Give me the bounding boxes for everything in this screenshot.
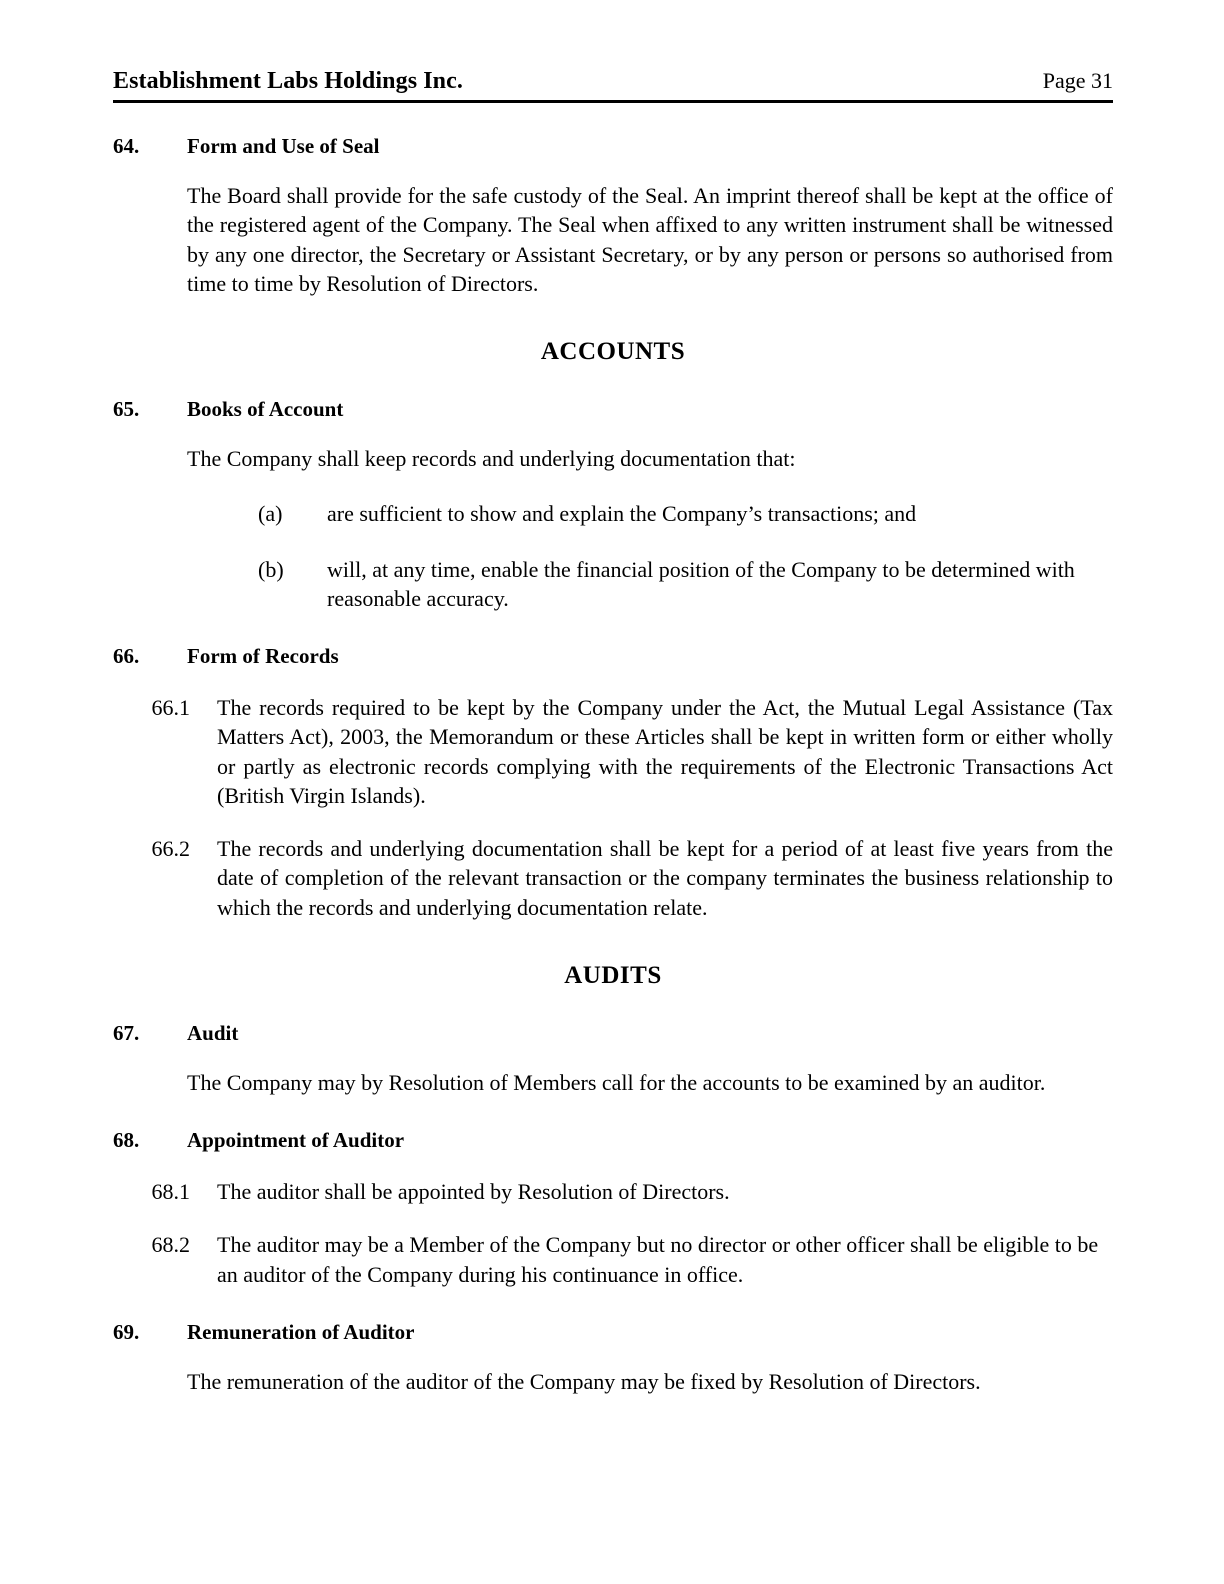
clause-title-67: Audit xyxy=(187,1020,239,1045)
subclause-number-66-2: 66.2 xyxy=(151,836,190,861)
clause-body-67: The Company may by Resolution of Members call for the accounts to be examined by an auditor. xyxy=(187,1069,1046,1095)
clause-heading-65 xyxy=(113,397,1113,422)
page-header xyxy=(113,68,1113,103)
clause-title-65: Books of Account xyxy=(187,397,344,421)
clause-number-65: 65. xyxy=(113,397,140,421)
subclause-66-2 xyxy=(113,834,1113,922)
clause-body-69: The remuneration of the auditor of the Company may be fixed by Resolution of Directors. xyxy=(187,1368,981,1394)
clause-number-67: 67. xyxy=(113,1020,140,1045)
clause-title-66: Form of Records xyxy=(187,644,339,668)
clause-number-68: 68. xyxy=(113,1128,140,1152)
clause-heading-67 xyxy=(113,1021,1113,1046)
subclause-text-68-2: The auditor may be a Member of the Company but no director or other officer shall be eligible to be an auditor of the Company during his continuance in office. xyxy=(217,1232,1099,1287)
subclause-number-68-1: 68.1 xyxy=(151,1179,190,1204)
section-heading-audits: AUDITS xyxy=(564,961,662,989)
subclause-text-66-2: The records and underlying documentation shall be kept for a period of at least five years from the date of completion of the relevant transaction or the company terminates the business relationship to which the records and underlying documentation relate. xyxy=(217,836,1113,920)
clause-number-66: 66. xyxy=(113,644,140,668)
subclause-text-66-1: The records required to be kept by the Company under the Act, the Mutual Legal Assistance (Tax Matters Act), 2003, the Memorandum or these Articles shall be kept in written form or either wholly or partly as electronic records complying with the requirements of the Electronic Transactions Act (British Virgin Islands). xyxy=(217,695,1113,808)
clause-number-69: 69. xyxy=(113,1319,140,1344)
clause-title-69: Remuneration of Auditor xyxy=(187,1319,415,1344)
clause-heading-68 xyxy=(113,1128,1113,1153)
clause-title-68: Appointment of Auditor xyxy=(187,1128,405,1152)
clause-heading-66 xyxy=(113,644,1113,669)
header-company-name: Establishment Labs Holdings Inc. xyxy=(113,68,463,94)
list-item-text-b: will, at any time, enable the financial position of the Company to be determined with reasonable accuracy. xyxy=(327,556,1075,611)
list-item xyxy=(258,555,1113,614)
clause-title-64: Form and Use of Seal xyxy=(187,134,380,158)
clause-heading-64 xyxy=(113,134,1113,159)
header-page-number: Page 31 xyxy=(1042,68,1113,93)
clause-heading-69 xyxy=(113,1320,1113,1345)
subclause-number-66-1: 66.1 xyxy=(151,695,190,720)
list-item-letter-a: (a) xyxy=(258,501,283,527)
page-content xyxy=(113,68,1113,1418)
list-item xyxy=(258,499,1113,528)
clause-number-64: 64. xyxy=(113,134,140,158)
clause-body-64: The Board shall provide for the safe custody of the Seal. An imprint thereof shall be kept at the office of the registered agent of the Company. The Seal when affixed to any written instrument shall be witnessed by any one director, the Secretary or Assistant Secretary, or by any person or persons so authorised from time to time by Resolution of Directors. xyxy=(187,183,1113,296)
subclause-number-68-2: 68.2 xyxy=(151,1232,190,1258)
clause-body-65: The Company shall keep records and underlying documentation that: xyxy=(187,446,796,471)
subclause-68-1 xyxy=(113,1177,1113,1206)
section-heading-accounts: ACCOUNTS xyxy=(540,338,686,365)
list-item-text-a: are sufficient to show and explain the Company’s transactions; and xyxy=(327,501,917,527)
subclause-text-68-1: The auditor shall be appointed by Resolution of Directors. xyxy=(217,1179,730,1204)
list-item-letter-b: (b) xyxy=(258,556,284,582)
subclause-68-2 xyxy=(113,1230,1113,1289)
subclause-66-1 xyxy=(113,693,1113,810)
